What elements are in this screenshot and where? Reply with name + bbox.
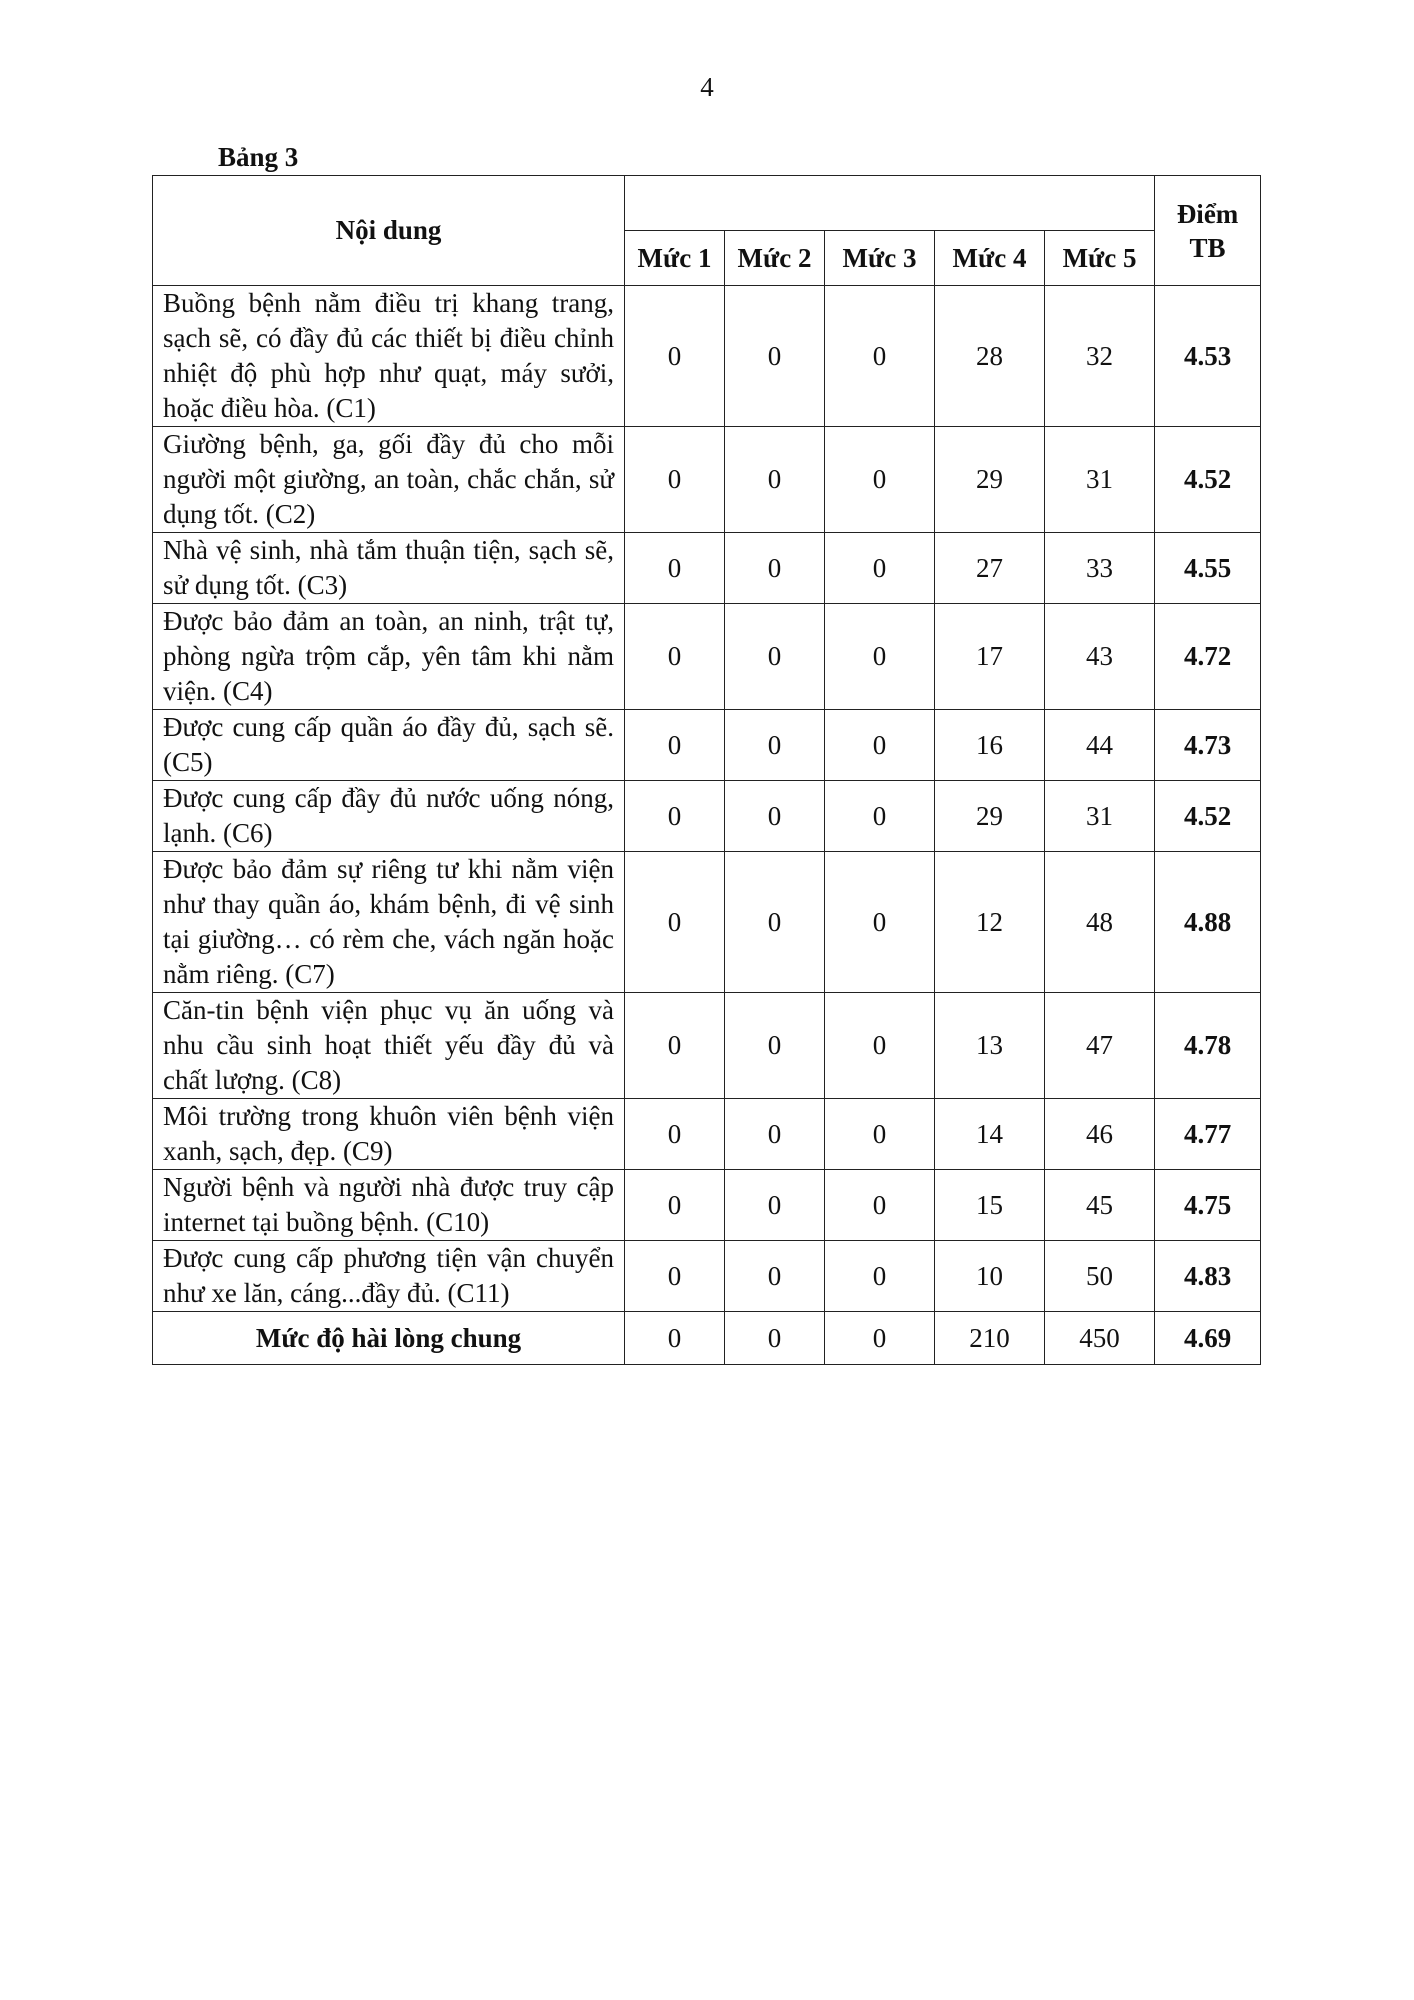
row-level-1: 0 — [625, 286, 725, 427]
row-content: Người bệnh và người nhà được truy cập internet tại buồng bệnh. (C10) — [153, 1170, 625, 1241]
header-content: Nội dung — [153, 176, 625, 286]
row-average: 4.88 — [1155, 852, 1261, 993]
row-level-5: 31 — [1045, 427, 1155, 533]
row-level-4: 29 — [935, 781, 1045, 852]
row-level-2: 0 — [725, 604, 825, 710]
row-level-1: 0 — [625, 604, 725, 710]
total-level-5: 450 — [1045, 1312, 1155, 1365]
row-level-2: 0 — [725, 993, 825, 1099]
row-level-1: 0 — [625, 1170, 725, 1241]
total-average: 4.69 — [1155, 1312, 1261, 1365]
row-average: 4.55 — [1155, 533, 1261, 604]
row-level-1: 0 — [625, 710, 725, 781]
row-level-3: 0 — [825, 286, 935, 427]
row-level-5: 43 — [1045, 604, 1155, 710]
header-level-4: Mức 4 — [935, 231, 1045, 286]
table-row — [153, 781, 1261, 852]
page-number: 4 — [700, 72, 714, 102]
table-row — [153, 993, 1261, 1099]
row-average: 4.78 — [1155, 993, 1261, 1099]
row-content: Căn-tin bệnh viện phục vụ ăn uống và nhu cầu sinh hoạt thiết yếu đầy đủ và chất lượng. (C8) — [153, 993, 625, 1099]
row-average: 4.83 — [1155, 1241, 1261, 1312]
row-level-1: 0 — [625, 533, 725, 604]
row-level-2: 0 — [725, 533, 825, 604]
row-level-2: 0 — [725, 286, 825, 427]
table-row — [153, 604, 1261, 710]
header-level-5: Mức 5 — [1045, 231, 1155, 286]
table-row — [153, 1170, 1261, 1241]
row-average: 4.72 — [1155, 604, 1261, 710]
row-level-1: 0 — [625, 427, 725, 533]
row-level-4: 15 — [935, 1170, 1045, 1241]
row-content: Giường bệnh, ga, gối đầy đủ cho mỗi người một giường, an toàn, chắc chắn, sử dụng tốt. (C2) — [153, 427, 625, 533]
row-level-2: 0 — [725, 781, 825, 852]
row-average: 4.73 — [1155, 710, 1261, 781]
row-average: 4.77 — [1155, 1099, 1261, 1170]
row-level-4: 10 — [935, 1241, 1045, 1312]
table-row — [153, 852, 1261, 993]
row-level-4: 16 — [935, 710, 1045, 781]
row-level-4: 12 — [935, 852, 1045, 993]
row-level-2: 0 — [725, 1170, 825, 1241]
header-row — [153, 176, 1261, 231]
row-level-3: 0 — [825, 993, 935, 1099]
row-content: Được cung cấp đầy đủ nước uống nóng, lạnh. (C6) — [153, 781, 625, 852]
row-level-1: 0 — [625, 1241, 725, 1312]
row-level-3: 0 — [825, 852, 935, 993]
row-level-3: 0 — [825, 781, 935, 852]
table-title: Bảng 3 — [218, 142, 299, 172]
table-row — [153, 286, 1261, 427]
header-level-3: Mức 3 — [825, 231, 935, 286]
total-level-1: 0 — [625, 1312, 725, 1365]
row-level-5: 48 — [1045, 852, 1155, 993]
table-row — [153, 710, 1261, 781]
row-level-5: 45 — [1045, 1170, 1155, 1241]
row-level-2: 0 — [725, 1241, 825, 1312]
row-level-3: 0 — [825, 710, 935, 781]
row-level-5: 47 — [1045, 993, 1155, 1099]
row-level-4: 13 — [935, 993, 1045, 1099]
header-spacer — [625, 176, 1155, 231]
row-level-4: 17 — [935, 604, 1045, 710]
row-level-3: 0 — [825, 427, 935, 533]
row-content: Được cung cấp phương tiện vận chuyển như xe lăn, cáng...đầy đủ. (C11) — [153, 1241, 625, 1312]
row-content: Được bảo đảm sự riêng tư khi nằm viện như thay quần áo, khám bệnh, đi vệ sinh tại giường… có rèm che, vách ngăn hoặc nằm riêng. (C7) — [153, 852, 625, 993]
row-content: Buồng bệnh nằm điều trị khang trang, sạch sẽ, có đầy đủ các thiết bị điều chỉnh nhiệt độ phù hợp như quạt, máy sưởi, hoặc điều hòa. (C1) — [153, 286, 625, 427]
row-level-3: 0 — [825, 1099, 935, 1170]
row-average: 4.53 — [1155, 286, 1261, 427]
row-level-1: 0 — [625, 993, 725, 1099]
row-level-2: 0 — [725, 1099, 825, 1170]
satisfaction-table — [152, 175, 1261, 1365]
table-row — [153, 1241, 1261, 1312]
row-content: Môi trường trong khuôn viên bệnh viện xanh, sạch, đẹp. (C9) — [153, 1099, 625, 1170]
total-level-4: 210 — [935, 1312, 1045, 1365]
total-row — [153, 1312, 1261, 1365]
header-level-2: Mức 2 — [725, 231, 825, 286]
table-row — [153, 1099, 1261, 1170]
row-level-4: 28 — [935, 286, 1045, 427]
row-level-5: 46 — [1045, 1099, 1155, 1170]
row-level-3: 0 — [825, 533, 935, 604]
row-level-2: 0 — [725, 710, 825, 781]
row-level-5: 50 — [1045, 1241, 1155, 1312]
header-average: Điểm TB — [1155, 176, 1261, 286]
header-level-1: Mức 1 — [625, 231, 725, 286]
row-average: 4.52 — [1155, 781, 1261, 852]
row-average: 4.75 — [1155, 1170, 1261, 1241]
total-label: Mức độ hài lòng chung — [153, 1312, 625, 1365]
table-body — [153, 286, 1261, 1312]
row-level-1: 0 — [625, 1099, 725, 1170]
row-level-3: 0 — [825, 1241, 935, 1312]
row-level-4: 27 — [935, 533, 1045, 604]
total-level-3: 0 — [825, 1312, 935, 1365]
row-level-2: 0 — [725, 427, 825, 533]
row-level-3: 0 — [825, 1170, 935, 1241]
row-content: Nhà vệ sinh, nhà tắm thuận tiện, sạch sẽ, sử dụng tốt. (C3) — [153, 533, 625, 604]
row-level-5: 31 — [1045, 781, 1155, 852]
row-level-4: 14 — [935, 1099, 1045, 1170]
row-level-5: 32 — [1045, 286, 1155, 427]
row-level-2: 0 — [725, 852, 825, 993]
total-level-2: 0 — [725, 1312, 825, 1365]
table-row — [153, 533, 1261, 604]
row-level-4: 29 — [935, 427, 1045, 533]
row-level-1: 0 — [625, 781, 725, 852]
row-level-3: 0 — [825, 604, 935, 710]
row-average: 4.52 — [1155, 427, 1261, 533]
row-content: Được cung cấp quần áo đầy đủ, sạch sẽ. (C5) — [153, 710, 625, 781]
row-level-5: 44 — [1045, 710, 1155, 781]
row-content: Được bảo đảm an toàn, an ninh, trật tự, phòng ngừa trộm cắp, yên tâm khi nằm viện. (C4) — [153, 604, 625, 710]
table-row — [153, 427, 1261, 533]
row-level-1: 0 — [625, 852, 725, 993]
row-level-5: 33 — [1045, 533, 1155, 604]
